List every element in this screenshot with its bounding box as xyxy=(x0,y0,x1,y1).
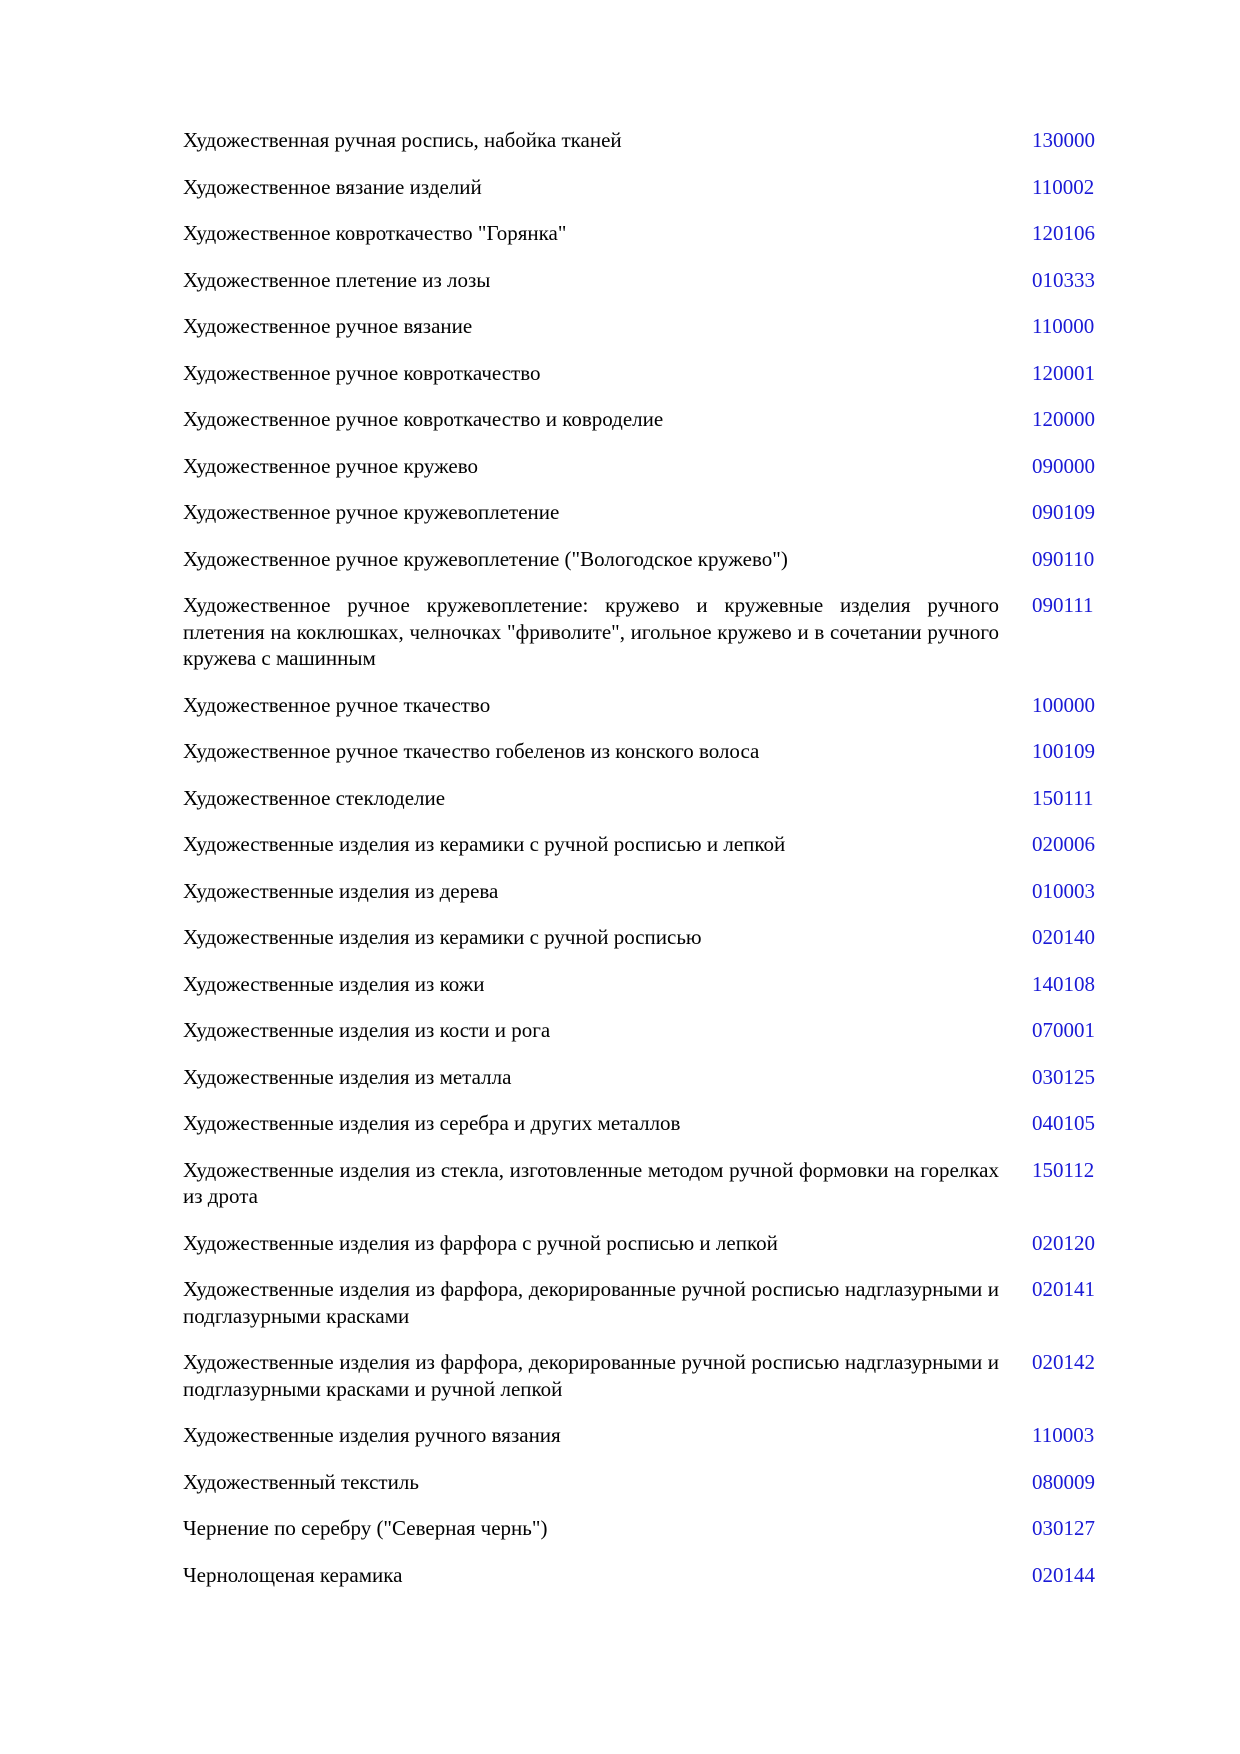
entry-name: Художественные изделия из кости и рога xyxy=(183,1018,551,1042)
entry-code-link[interactable]: 120001 xyxy=(1032,360,1095,385)
entry-code-link[interactable]: 020140 xyxy=(1032,925,1095,949)
entry-code-link[interactable]: 090110 xyxy=(1032,546,1095,571)
entry-name: Художественное ручное кружевоплетение ("Вологодское кружево") xyxy=(183,546,788,571)
entry-name: Художественное ручное ковроткачество и ковроделие xyxy=(183,407,664,431)
entry-name: Художественные изделия из керамики с ручной росписью xyxy=(183,925,702,949)
list-item xyxy=(183,127,1101,154)
list-item xyxy=(183,1422,1101,1449)
entry-code-link[interactable]: 150111 xyxy=(1032,785,1094,810)
entry-name: Художественные изделия ручного вязания xyxy=(183,1423,561,1447)
list-item xyxy=(183,785,1101,812)
entry-code-link[interactable]: 040105 xyxy=(1032,1111,1095,1135)
entry-code-link[interactable]: 110002 xyxy=(1032,174,1095,199)
entry-code-link[interactable]: 010003 xyxy=(1032,878,1095,903)
entry-code-link[interactable]: 100000 xyxy=(1032,692,1095,717)
entry-name: Художественное ковроткачество "Горянка" xyxy=(183,221,567,245)
entry-name: Художественные изделия из фарфора с ручной росписью и лепкой xyxy=(183,1230,778,1255)
list-item xyxy=(183,1230,1101,1257)
list-item xyxy=(183,1515,1101,1542)
craft-code-list xyxy=(183,127,1101,1588)
entry-code-link[interactable]: 010333 xyxy=(1032,267,1095,292)
list-item xyxy=(183,174,1101,201)
entry-code-link[interactable]: 140108 xyxy=(1032,971,1095,996)
entry-name: Художественные изделия из кожи xyxy=(183,971,485,996)
list-item xyxy=(183,546,1101,573)
list-item xyxy=(183,1157,1101,1210)
list-item xyxy=(183,831,1101,858)
entry-code-link[interactable]: 030125 xyxy=(1032,1064,1095,1089)
entry-code-link[interactable]: 120000 xyxy=(1032,407,1095,431)
entry-code-link[interactable]: 150112 xyxy=(1032,1157,1095,1182)
entry-code-link[interactable]: 020144 xyxy=(1032,1562,1095,1587)
list-item xyxy=(183,1017,1101,1044)
entry-name: Художественное ручное кружевоплетение: кружево и кружевные изделия ручного плетения на коклюшках, челночках "фриволите", игольное кружево и в сочетании ручного кружева с машинным xyxy=(183,593,999,670)
entry-code-link[interactable]: 100109 xyxy=(1032,739,1095,763)
entry-code-link[interactable]: 090111 xyxy=(1032,593,1094,617)
list-item xyxy=(183,592,1101,672)
entry-code-link[interactable]: 080009 xyxy=(1032,1469,1095,1494)
list-item xyxy=(183,1562,1101,1589)
entry-code-link[interactable]: 070001 xyxy=(1032,1018,1095,1042)
list-item xyxy=(183,878,1101,905)
entry-code-link[interactable]: 130000 xyxy=(1032,128,1095,152)
entry-name: Художественный текстиль xyxy=(183,1469,419,1494)
list-item xyxy=(183,924,1101,951)
entry-name: Художественное ручное ткачество xyxy=(183,692,491,717)
entry-name: Художественное ручное кружево xyxy=(183,453,478,478)
entry-name: Художественные изделия из фарфора, декорированные ручной росписью надглазурными и подглазурными красками и ручной лепкой xyxy=(183,1350,999,1401)
entry-name: Чернение по серебру ("Северная чернь") xyxy=(183,1516,548,1540)
entry-name: Художественное плетение из лозы xyxy=(183,267,491,292)
list-item xyxy=(183,1064,1101,1091)
entry-name: Художественные изделия из серебра и других металлов xyxy=(183,1111,681,1135)
entry-name: Художественное ручное ткачество гобеленов из конского волоса xyxy=(183,739,760,763)
list-item xyxy=(183,1110,1101,1137)
entry-name: Художественное ручное кружевоплетение xyxy=(183,500,560,524)
list-item xyxy=(183,738,1101,765)
entry-name: Художественное вязание изделий xyxy=(183,174,482,199)
entry-code-link[interactable]: 110000 xyxy=(1032,314,1095,338)
list-item xyxy=(183,267,1101,294)
entry-code-link[interactable]: 020142 xyxy=(1032,1350,1095,1374)
entry-name: Художественная ручная роспись, набойка тканей xyxy=(183,128,622,152)
entry-name: Чернолощеная керамика xyxy=(183,1562,403,1587)
list-item xyxy=(183,360,1101,387)
entry-name: Художественные изделия из керамики с ручной росписью и лепкой xyxy=(183,832,786,856)
list-item xyxy=(183,499,1101,526)
entry-code-link[interactable]: 110003 xyxy=(1032,1423,1095,1447)
list-item xyxy=(183,220,1101,247)
entry-name: Художественные изделия из фарфора, декорированные ручной росписью надглазурными и подглазурными красками xyxy=(183,1277,999,1328)
list-item xyxy=(183,406,1101,433)
entry-code-link[interactable]: 020006 xyxy=(1032,832,1095,856)
entry-code-link[interactable]: 120106 xyxy=(1032,221,1095,245)
entry-name: Художественные изделия из стекла, изготовленные методом ручной формовки на горелках из дрота xyxy=(183,1157,999,1208)
entry-name: Художественные изделия из дерева xyxy=(183,878,499,903)
list-item xyxy=(183,1469,1101,1496)
list-item xyxy=(183,1349,1101,1402)
entry-name: Художественное стеклоделие xyxy=(183,785,446,810)
list-item xyxy=(183,971,1101,998)
entry-name: Художественные изделия из металла xyxy=(183,1064,512,1089)
entry-name: Художественное ручное ковроткачество xyxy=(183,360,541,385)
entry-code-link[interactable]: 020141 xyxy=(1032,1277,1095,1301)
entry-code-link[interactable]: 020120 xyxy=(1032,1230,1095,1255)
list-item xyxy=(183,692,1101,719)
entry-code-link[interactable]: 090109 xyxy=(1032,500,1095,524)
list-item xyxy=(183,1276,1101,1329)
list-item xyxy=(183,453,1101,480)
entry-code-link[interactable]: 030127 xyxy=(1032,1516,1095,1540)
entry-code-link[interactable]: 090000 xyxy=(1032,453,1095,478)
list-item xyxy=(183,313,1101,340)
entry-name: Художественное ручное вязание xyxy=(183,314,473,338)
